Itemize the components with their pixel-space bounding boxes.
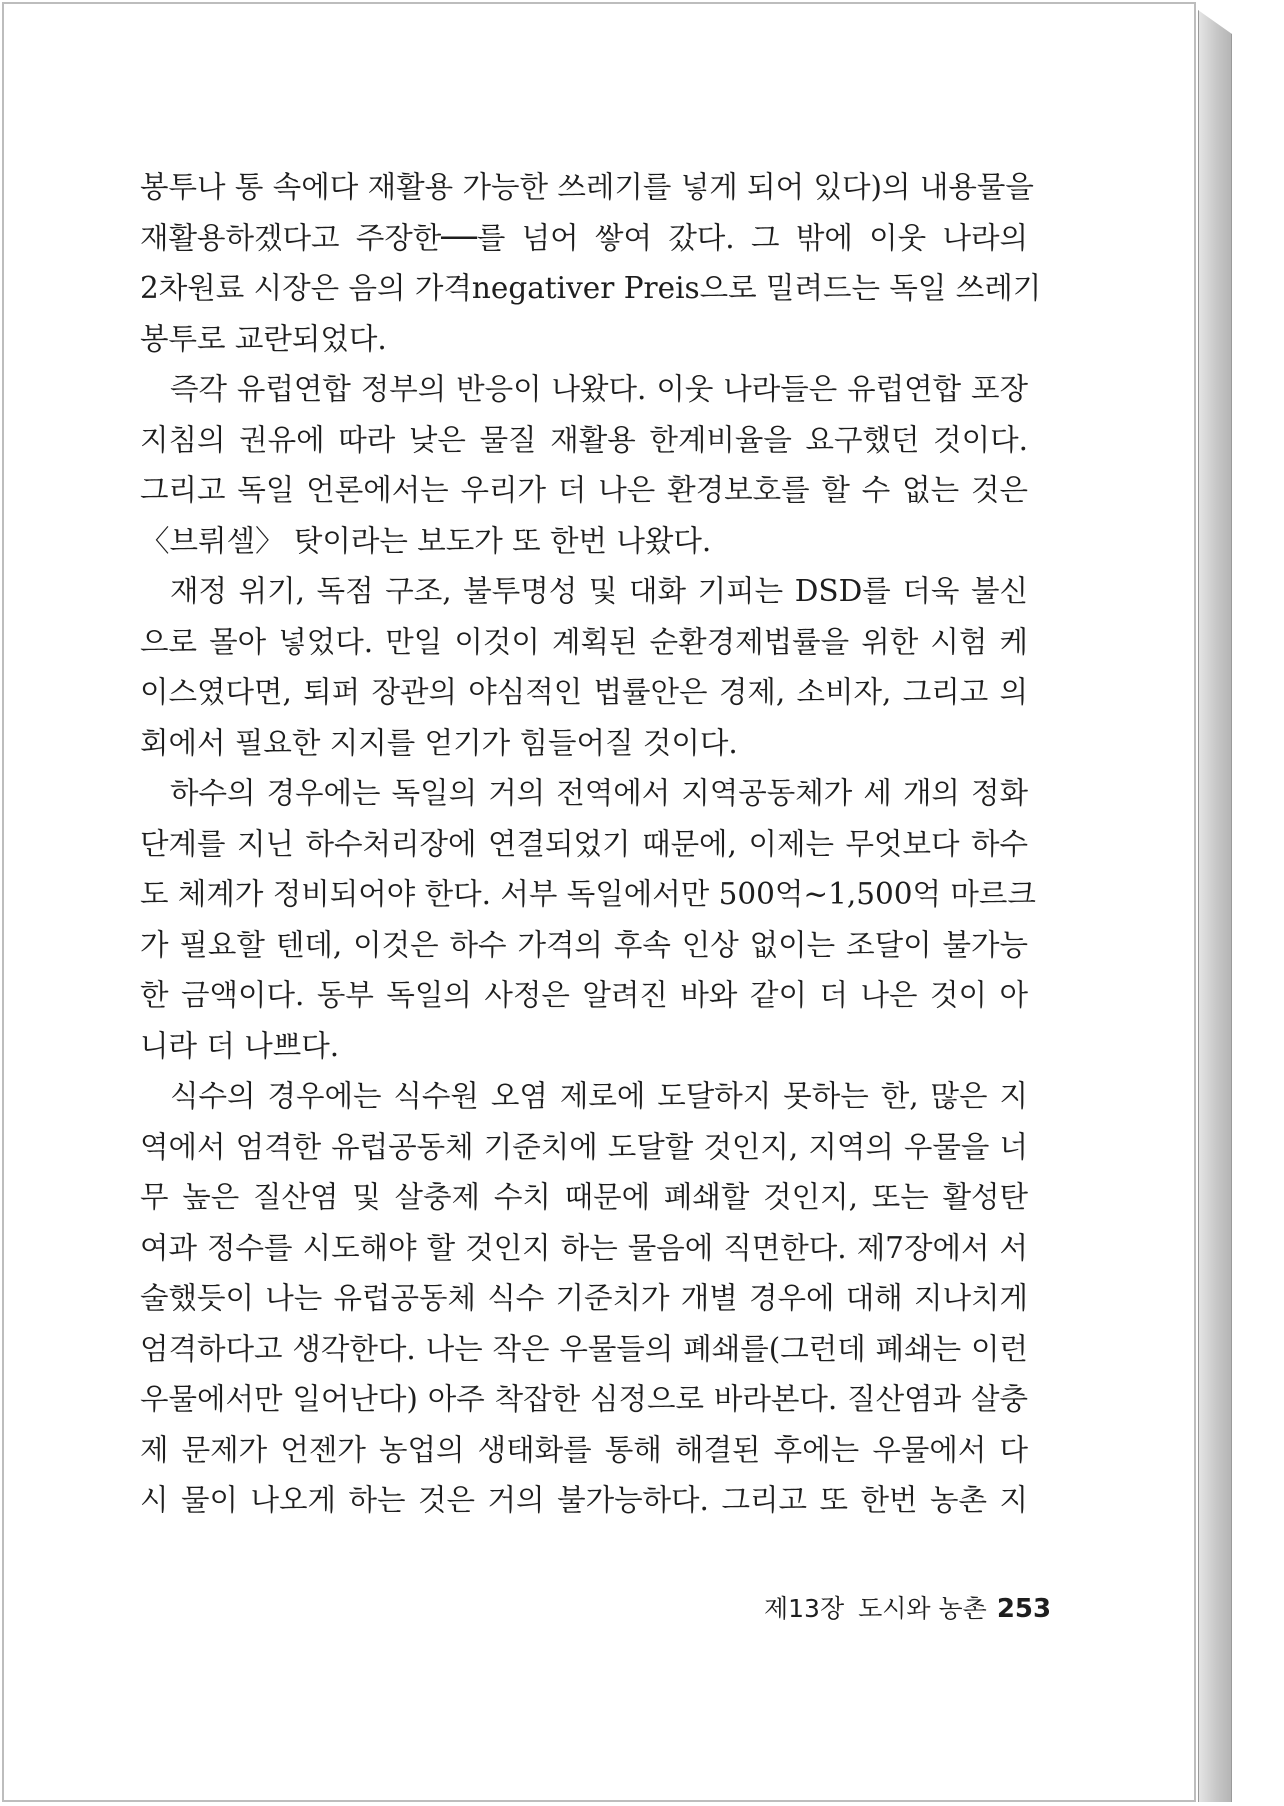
paragraph-3 — [140, 566, 1028, 768]
text-line: 으로 몰아 넣었다. 만일 이것이 계획된 순환경제법률을 위한 시험 케 — [140, 624, 1028, 659]
text-line: 회에서 필요한 지지를 얻기가 힘들어질 것이다. — [140, 725, 738, 760]
text-line: 하수의 경우에는 독일의 거의 전역에서 지역공동체가 세 개의 정화 — [170, 776, 1028, 810]
text-line: 도 체계가 정비되어야 한다. 서부 독일에서만 500억~1,500억 마르크 — [140, 877, 1036, 911]
text-line: 역에서 엄격한 유럽공동체 기준치에 도달할 것인지, 지역의 우물을 너 — [140, 1129, 1028, 1164]
text-line: 지침의 권유에 따라 낮은 물질 재활용 한계비율을 요구했던 것이다. — [140, 422, 1028, 457]
text-line: 무 높은 질산염 및 살충제 수치 때문에 폐쇄할 것인지, 또는 활성탄 — [140, 1180, 1028, 1214]
text-line: 우물에서만 일어난다) 아주 착잡한 심정으로 바라본다. 질산염과 살충 — [140, 1382, 1028, 1416]
text-line: 엄격하다고 생각한다. 나는 작은 우물들의 폐쇄를(그런데 폐쇄는 이런 — [140, 1331, 1028, 1366]
text-line: 즉각 유럽연합 정부의 반응이 나왔다. 이웃 나라들은 유럽연합 포장 — [170, 372, 1028, 406]
text-line: 재정 위기, 독점 구조, 불투명성 및 대화 기피는 DSD를 더욱 불신 — [170, 574, 1028, 608]
text-line: 한 금액이다. 동부 독일의 사정은 알려진 바와 같이 더 나은 것이 아 — [140, 978, 1028, 1012]
text-line: 여과 정수를 시도해야 할 것인지 하는 물음에 직면한다. 제7장에서 서 — [140, 1230, 1028, 1265]
book-page — [2, 2, 1196, 1802]
text-line: 〈브뤼셀〉 탓이라는 보도가 또 한번 나왔다. — [140, 523, 712, 558]
page-stack-edge — [1198, 10, 1232, 1802]
chapter-label: 제13장 — [764, 1594, 845, 1623]
paragraph-1 — [140, 162, 1042, 364]
text-line: 식수의 경우에는 식수원 오염 제로에 도달하지 못하는 한, 많은 지 — [170, 1079, 1028, 1113]
text-line: 시 물이 나오게 하는 것은 거의 불가능하다. 그리고 또 한번 농촌 지 — [140, 1483, 1028, 1517]
text-line: 가 필요할 텐데, 이것은 하수 가격의 후속 인상 없이는 조달이 불가능 — [140, 927, 1028, 962]
page-footer — [764, 1589, 1052, 1625]
page-number: 253 — [996, 1594, 1052, 1624]
chapter-title: 도시와 농촌 — [858, 1594, 987, 1623]
paragraph-4 — [140, 768, 1036, 1071]
text-line: 단계를 지닌 하수처리장에 연결되었기 때문에, 이제는 무엇보다 하수 — [140, 826, 1028, 861]
body-text — [140, 162, 1042, 1526]
text-line: 봉투나 통 속에다 재활용 가능한 쓰레기를 넣게 되어 있다)의 내용물을 — [140, 170, 1034, 204]
text-line: 술했듯이 나는 유럽공동체 식수 기준치가 개별 경우에 대해 지나치게 — [140, 1281, 1028, 1315]
text-line: 그리고 독일 언론에서는 우리가 더 나은 환경보호를 할 수 없는 것은 — [140, 473, 1028, 507]
text-line: 이스였다면, 퇴퍼 장관의 야심적인 법률안은 경제, 소비자, 그리고 의 — [140, 675, 1028, 709]
paragraph-2 — [140, 364, 1028, 566]
text-line: 봉투로 교란되었다. — [140, 321, 387, 356]
text-line: 재활용하겠다고 주장한──를 넘어 쌓여 갔다. 그 밖에 이웃 나라의 — [140, 220, 1028, 255]
text-line: 제 문제가 언젠가 농업의 생태화를 통해 해결된 후에는 우물에서 다 — [140, 1432, 1028, 1467]
text-line: 니라 더 나쁘다. — [140, 1028, 340, 1063]
paragraph-5 — [140, 1071, 1028, 1526]
text-line: 2차원료 시장은 음의 가격negativer Preis으로 밀려드는 독일 쓰레기 — [140, 271, 1042, 305]
